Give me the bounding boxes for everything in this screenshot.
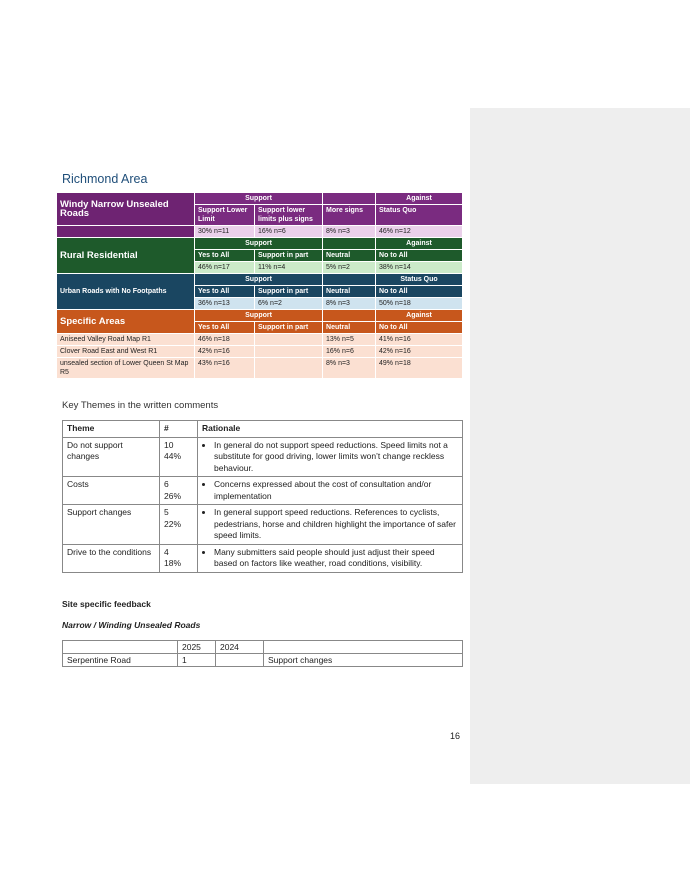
section-heading: Richmond Area (62, 172, 148, 186)
col-header: Status Quo (376, 205, 463, 226)
col-header: Yes to All (195, 286, 255, 298)
richmond-area-table (56, 192, 462, 379)
count-cell (160, 477, 198, 505)
col-header: No to All (376, 286, 463, 298)
count: 6 (164, 479, 169, 489)
category-urban: Urban Roads with No Footpaths (57, 274, 195, 310)
table-row (63, 477, 463, 505)
col-header: Support in part (255, 286, 323, 298)
value-cell: 42% n=16 (376, 346, 463, 358)
site-header-cell (264, 641, 463, 654)
col-header: Support lower limits plus signs (255, 205, 323, 226)
percent: 18% (164, 558, 182, 568)
category-windy: Windy Narrow Unsealed Roads (57, 193, 195, 226)
rationale-bullet: • Concerns expressed about the cost of consultation and/or implementation (214, 479, 458, 502)
group-against: Against (376, 193, 463, 205)
value-cell: 8% n=3 (323, 226, 376, 238)
site-name: Clover Road East and West R1 (57, 346, 195, 358)
category-rural: Rural Residential (57, 238, 195, 274)
value-cell: 8% n=3 (323, 358, 376, 379)
rationale-cell (198, 437, 463, 477)
key-themes-table (62, 420, 463, 573)
rationale-bullet: • In general do not support speed reductions. Speed limits not a substitute for good driving, lower limits won’t change reckless behaviour. (214, 440, 458, 475)
count-cell (160, 505, 198, 545)
value-cell: 13% n=5 (323, 334, 376, 346)
value-cell: 16% n=6 (255, 226, 323, 238)
count-cell (160, 544, 198, 572)
col-header: More signs (323, 205, 376, 226)
group-blank (323, 274, 376, 286)
group-against: Against (376, 310, 463, 322)
page-number: 16 (450, 731, 461, 741)
value-cell (255, 346, 323, 358)
count: 4 (164, 546, 169, 557)
theme-cell: Costs (63, 477, 160, 505)
group-against: Status Quo (376, 274, 463, 286)
count: 10 (164, 439, 174, 450)
site-comment: Support changes (264, 654, 463, 667)
value-cell: 42% n=16 (195, 346, 255, 358)
value-cell: 49% n=18 (376, 358, 463, 379)
count: 5 (164, 507, 169, 517)
value-cell: 5% n=2 (323, 262, 376, 274)
value-cell: 30% n=11 (195, 226, 255, 238)
percent: 22% (164, 518, 182, 529)
col-header: Neutral (323, 322, 376, 334)
site-header-2025: 2025 (178, 641, 216, 654)
col-header: Support in part (255, 322, 323, 334)
category-specific: Specific Areas (57, 310, 195, 334)
site-name: unsealed section of Lower Queen St Map R5 (57, 358, 195, 379)
site-header-2024: 2024 (216, 641, 264, 654)
value-cell: 46% n=12 (376, 226, 463, 238)
table-row (63, 544, 463, 572)
theme-cell: Drive to the conditions (63, 544, 160, 572)
header-theme: Theme (63, 421, 160, 438)
site-2024 (216, 654, 264, 667)
theme-cell: Support changes (63, 505, 160, 545)
site-name: Aniseed Valley Road Map R1 (57, 334, 195, 346)
value-cell: 50% n=18 (376, 298, 463, 310)
site-2025: 1 (178, 654, 216, 667)
value-cell: 43% n=16 (195, 358, 255, 379)
col-header: Yes to All (195, 322, 255, 334)
value-cell: 36% n=13 (195, 298, 255, 310)
rationale-bullet: • Many submitters said people should just adjust their speed based on factors like weather, road conditions, visibility. (214, 547, 458, 570)
value-cell: 11% n=4 (255, 262, 323, 274)
site-header-cell (63, 641, 178, 654)
group-support: Support (195, 193, 323, 205)
group-support: Support (195, 238, 323, 250)
rationale-cell (198, 477, 463, 505)
col-header: No to All (376, 250, 463, 262)
group-support: Support (195, 310, 323, 322)
count-cell (160, 437, 198, 477)
value-cell: 38% n=14 (376, 262, 463, 274)
header-count: # (160, 421, 198, 438)
group-support: Support (195, 274, 323, 286)
col-header: Yes to All (195, 250, 255, 262)
group-blank (323, 238, 376, 250)
comment-pane (470, 108, 690, 784)
col-header: Support in part (255, 250, 323, 262)
value-cell: 8% n=3 (323, 298, 376, 310)
value-cell: 6% n=2 (255, 298, 323, 310)
rationale-cell (198, 505, 463, 545)
group-blank (323, 310, 376, 322)
header-rationale: Rationale (198, 421, 463, 438)
site-feedback-table (62, 640, 463, 667)
site-feedback-title: Site specific feedback (62, 599, 151, 609)
group-blank (323, 193, 376, 205)
value-cell: 41% n=16 (376, 334, 463, 346)
col-header: Neutral (323, 286, 376, 298)
table-row (63, 437, 463, 477)
rationale-cell (198, 544, 463, 572)
percent: 26% (164, 490, 182, 501)
theme-cell: Do not support changes (63, 437, 160, 477)
value-cell: 16% n=6 (323, 346, 376, 358)
site-road: Serpentine Road (63, 654, 178, 667)
value-cell (255, 358, 323, 379)
table-row (63, 654, 463, 667)
value-cell (255, 334, 323, 346)
site-subtitle: Narrow / Winding Unsealed Roads (62, 620, 201, 630)
table-row (63, 505, 463, 545)
col-header: Neutral (323, 250, 376, 262)
rationale-bullet: • In general support speed reductions. References to cyclists, pedestrians, horse and children highlight the importance of safer speed limits. (214, 507, 458, 542)
percent: 44% (164, 451, 182, 461)
category-spacer (57, 226, 195, 238)
value-cell: 46% n=17 (195, 262, 255, 274)
key-themes-title: Key Themes in the written comments (62, 400, 219, 411)
col-header: Support Lower Limit (195, 205, 255, 226)
col-header: No to All (376, 322, 463, 334)
group-against: Against (376, 238, 463, 250)
value-cell: 46% n=18 (195, 334, 255, 346)
